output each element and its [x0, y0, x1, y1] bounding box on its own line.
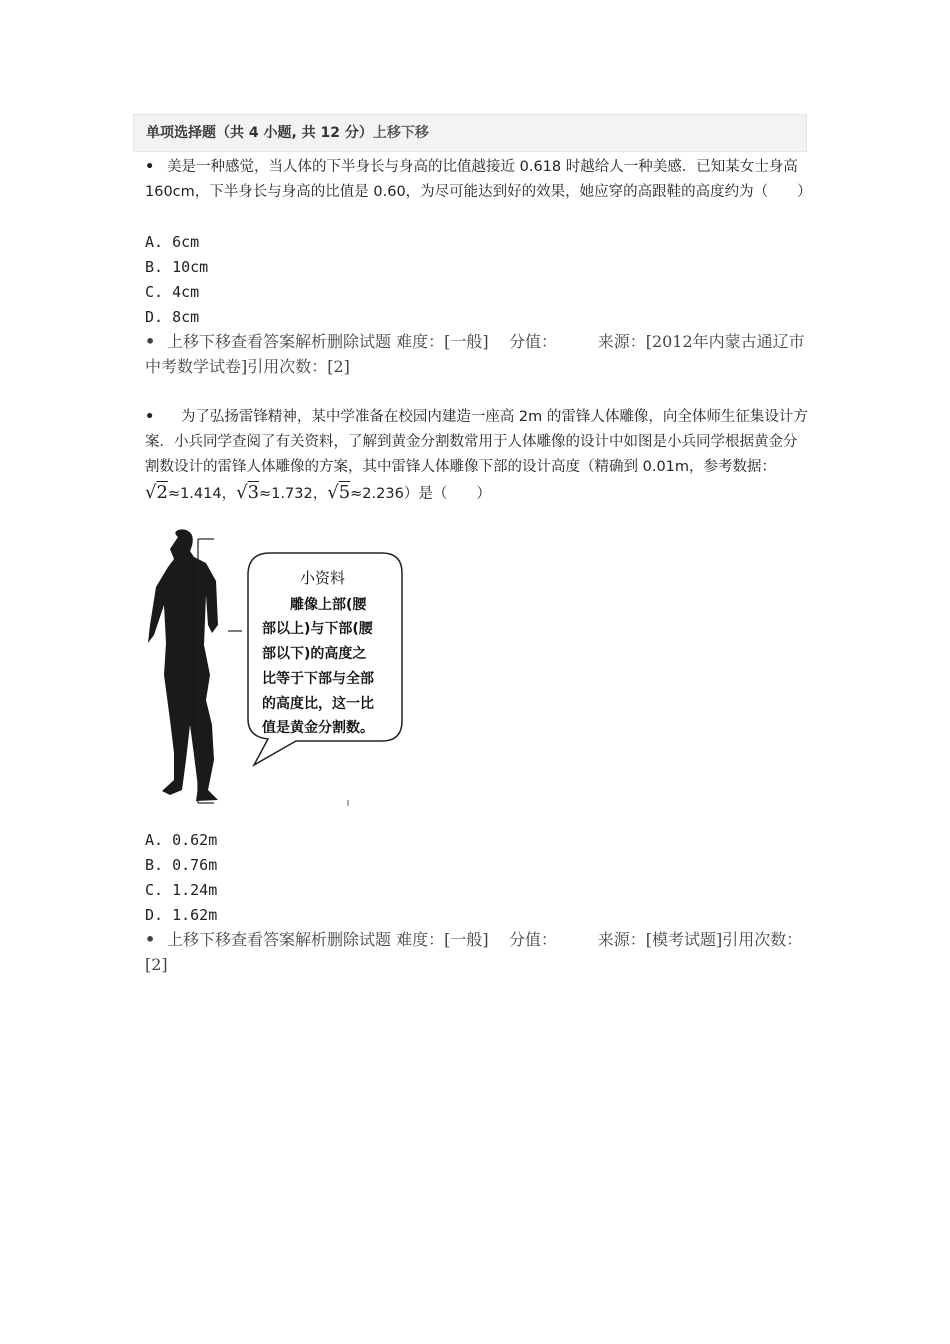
- q1-option-d[interactable]: D. 8cm: [145, 308, 200, 326]
- sqrt-5-value: ≈2.236）是（ ）: [350, 486, 491, 502]
- q1-source: 来源：[2012年内蒙古通辽市中考数学试卷]: [145, 332, 805, 376]
- q2-option-d[interactable]: D. 1.62m: [145, 906, 218, 924]
- bubble-line-3: 部以下)的高度之: [262, 646, 367, 662]
- q1-score: 分值：: [509, 332, 558, 351]
- bubble-line-4: 比等于下部与全部: [262, 671, 374, 687]
- q2-option-a[interactable]: A. 0.62m: [145, 831, 218, 849]
- section-move-up[interactable]: 上移: [372, 125, 401, 141]
- q2-difficulty: 难度：[一般]: [396, 930, 489, 949]
- q1-difficulty: 难度：[一般]: [396, 332, 489, 351]
- q2-source: 来源：[模考试题]: [597, 930, 723, 949]
- bullet-icon: •: [145, 332, 156, 351]
- q2-option-c[interactable]: C. 1.24m: [145, 881, 218, 899]
- section-header: [133, 114, 807, 152]
- q1-move-down[interactable]: 下移: [199, 332, 232, 351]
- question-2-text: 为了弘扬雷锋精神，某中学准备在校园内建造一座高 2m 的雷锋人体雕像，向全体师生征集设计方案．小兵同学查阅了有关资料，了解到黄金分割数常用于人体雕像的设计中如图是小兵同学根据黄金分割数设计的雷锋人体雕像的方案，其中雷锋人体雕像下部的设计高度（精确到 0.01m，参考数据：: [145, 409, 808, 475]
- section-move-down[interactable]: 下移: [400, 125, 429, 141]
- q1-view-answer[interactable]: 查看答案解析: [231, 332, 328, 351]
- q1-cites: 引用次数：[2]: [247, 357, 350, 376]
- question-2: [145, 405, 809, 507]
- statue-diagram: [140, 525, 420, 810]
- sqrt-3: √3: [236, 482, 260, 503]
- bubble-line-1: 雕像上部(腰: [290, 597, 367, 613]
- q2-meta: [145, 927, 809, 977]
- q2-view-answer[interactable]: 查看答案解析: [231, 930, 328, 949]
- statue-silhouette: [148, 529, 218, 801]
- q1-meta: [145, 329, 809, 379]
- bubble-line-5: 的高度比，这一比: [262, 696, 374, 712]
- bubble-line-6: 值是黄金分割数。: [262, 720, 374, 736]
- question-1: [145, 155, 812, 205]
- q2-move-down[interactable]: 下移: [199, 930, 232, 949]
- bullet-icon: •: [145, 409, 155, 425]
- question-1-text: 美是一种感觉，当人体的下半身长与身高的比值越接近 0.618 时越给人一种美感．已知某女士身高 160cm，下半身长与身高的比值是 0.60，为尽可能达到好的效果，她应穿的高跟鞋的高度约为（ ）: [145, 159, 812, 200]
- bullet-icon: •: [145, 930, 156, 949]
- q1-option-b[interactable]: B. 10cm: [145, 258, 209, 276]
- q1-move-up[interactable]: 上移: [167, 332, 200, 351]
- q2-score: 分值：: [509, 930, 558, 949]
- sqrt-2: √2: [145, 482, 168, 503]
- q2-cites: 引用次数：[2]: [145, 930, 803, 974]
- q2-delete[interactable]: 删除试题: [327, 930, 392, 949]
- bubble-title: 小资料: [300, 569, 346, 587]
- q1-delete[interactable]: 删除试题: [327, 332, 392, 351]
- sqrt-3-value: ≈1.732，: [259, 486, 328, 502]
- q2-option-b[interactable]: B. 0.76m: [145, 856, 218, 874]
- bullet-icon: •: [145, 159, 155, 175]
- q1-option-c[interactable]: C. 4cm: [145, 283, 200, 301]
- sqrt-2-value: ≈1.414，: [167, 486, 237, 502]
- q1-option-a[interactable]: A. 6cm: [145, 233, 200, 251]
- q2-move-up[interactable]: 上移: [167, 930, 200, 949]
- bubble-line-2: 部以上)与下部(腰: [262, 621, 373, 637]
- sqrt-5: √5: [327, 482, 351, 503]
- section-title: 单项选择题（共 4 小题, 共 12 分）: [146, 125, 373, 141]
- statue-figure: [140, 525, 420, 810]
